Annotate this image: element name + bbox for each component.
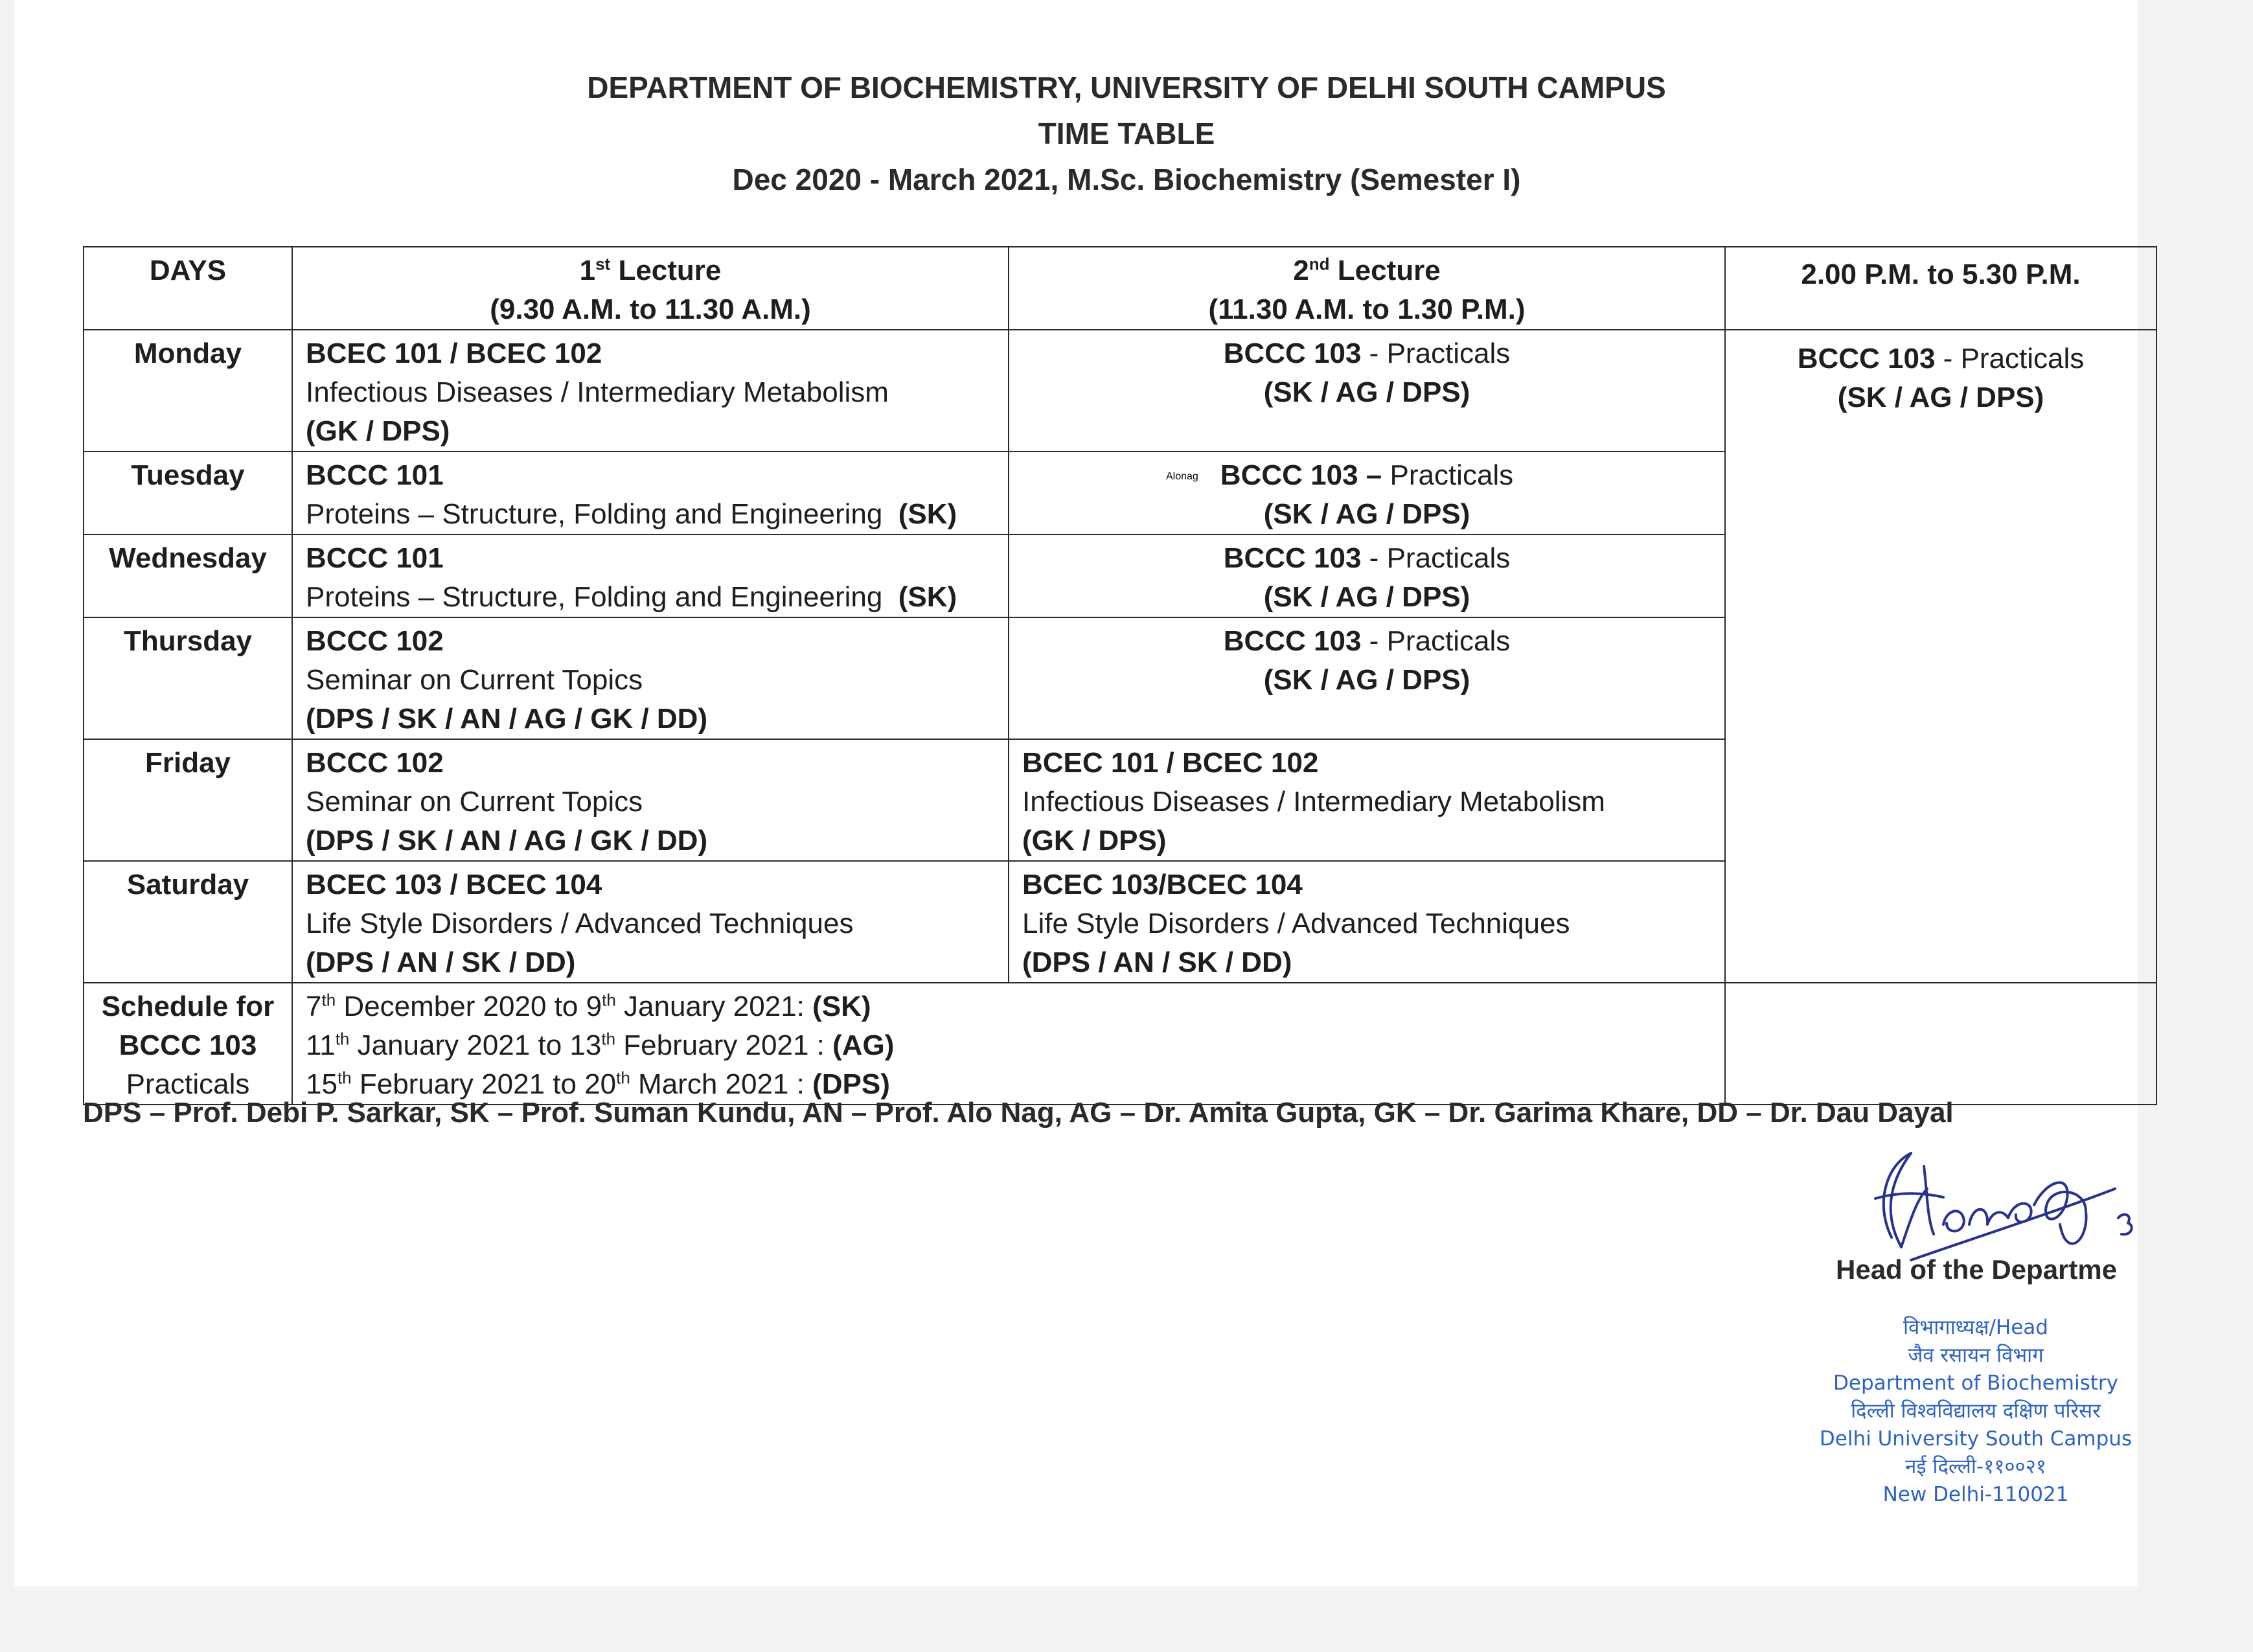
day-cell: Monday [84,330,292,452]
first-lecture-cell: BCCC 102 Seminar on Current Topics (DPS / SK / AN / AG / GK / DD) [292,739,1009,861]
timetable [83,246,2157,1105]
second-lecture-cell: BCEC 101 / BCEC 102 Infectious Diseases / Intermediary Metabolism (GK / DPS) [1009,739,1725,861]
day-cell: Wednesday [84,534,292,617]
first-lecture-cell: BCEC 103 / BCEC 104 Life Style Disorders / Advanced Techniques (DPS / AN / SK / DD) [292,861,1009,983]
schedule-label-cell: Schedule for BCCC 103 Practicals [84,983,292,1105]
faculty-legend: DPS – Prof. Debi P. Sarkar, SK – Prof. Suman Kundu, AN – Prof. Alo Nag, AG – Dr. Amita Gupta, GK – Dr. Garima Khare, DD – Dr. Dau Dayal [83,1097,1954,1129]
schedule-line: 7th December 2020 to 9th January 2021: (SK) [306,990,871,1022]
schedule-row [84,983,2156,1105]
schedule-empty-cell [1725,983,2156,1105]
days-header: DAYS [84,247,292,330]
session-title: Dec 2020 - March 2021, M.Sc. Biochemistry (Semester I) [732,163,1521,196]
day-cell: Friday [84,739,292,861]
second-lecture-cell: BCCC 103 - Practicals (SK / AG / DPS) [1009,534,1725,617]
first-lecture-cell: BCCC 101 Proteins – Structure, Folding and Engineering (SK) [292,452,1009,534]
signature-text: Alonag [1166,471,1198,482]
day-cell: Saturday [84,861,292,983]
document-heading [0,65,2253,203]
second-lecture-header: 2nd Lecture (11.30 A.M. to 1.30 P.M.) [1009,247,1725,330]
schedule-line: 15th February 2021 to 20th March 2021 : (DPS) [306,1068,890,1100]
second-lecture-cell: BCCC 103 - Practicals (SK / AG / DPS) [1009,330,1725,452]
department-title: DEPARTMENT OF BIOCHEMISTRY, UNIVERSITY OF DELHI SOUTH CAMPUS [587,71,1666,104]
first-lecture-cell: BCCC 102 Seminar on Current Topics (DPS / SK / AN / AG / GK / DD) [292,617,1009,739]
timetable-title: TIME TABLE [1038,117,1215,150]
schedule-dates-cell [292,983,1725,1105]
first-lecture-time: (9.30 A.M. to 11.30 A.M.) [490,293,811,325]
day-cell: Thursday [84,617,292,739]
second-lecture-cell: BCCC 103 - Practicals (SK / AG / DPS) [1009,617,1725,739]
first-lecture-cell: BCCC 101 Proteins – Structure, Folding and Engineering (SK) [292,534,1009,617]
first-lecture-cell: BCEC 101 / BCEC 102 Infectious Diseases / Intermediary Metabolism (GK / DPS) [292,330,1009,452]
second-lecture-time: (11.30 A.M. to 1.30 P.M.) [1208,293,1526,325]
day-cell: Tuesday [84,452,292,534]
afternoon-practicals-cell: BCCC 103 - Practicals (SK / AG / DPS) [1725,330,2156,983]
afternoon-header: 2.00 P.M. to 5.30 P.M. [1725,247,2156,330]
table-row [84,330,2156,452]
second-lecture-cell: BCEC 103/BCEC 104 Life Style Disorders / Advanced Techniques (DPS / AN / SK / DD) [1009,861,1725,983]
official-stamp: विभागाध्यक्ष/Head जैव रसायन विभाग Department of Biochemistry दिल्ली विश्वविद्यालय दक्षिण परिसर Delhi University South Campus नई दिल्ली-११००२१ New Delhi-110021 [1819,1316,2133,1506]
first-lecture-header: 1st Lecture (9.30 A.M. to 11.30 A.M.) [292,247,1009,330]
second-lecture-cell: BCCC 103 – Practicals (SK / AG / DPS) [1009,452,1725,534]
header-row [84,247,2156,330]
schedule-line: 11th January 2021 to 13th February 2021 : (AG) [306,1029,895,1061]
head-of-department-label: Head of the Departme [1836,1254,2118,1285]
